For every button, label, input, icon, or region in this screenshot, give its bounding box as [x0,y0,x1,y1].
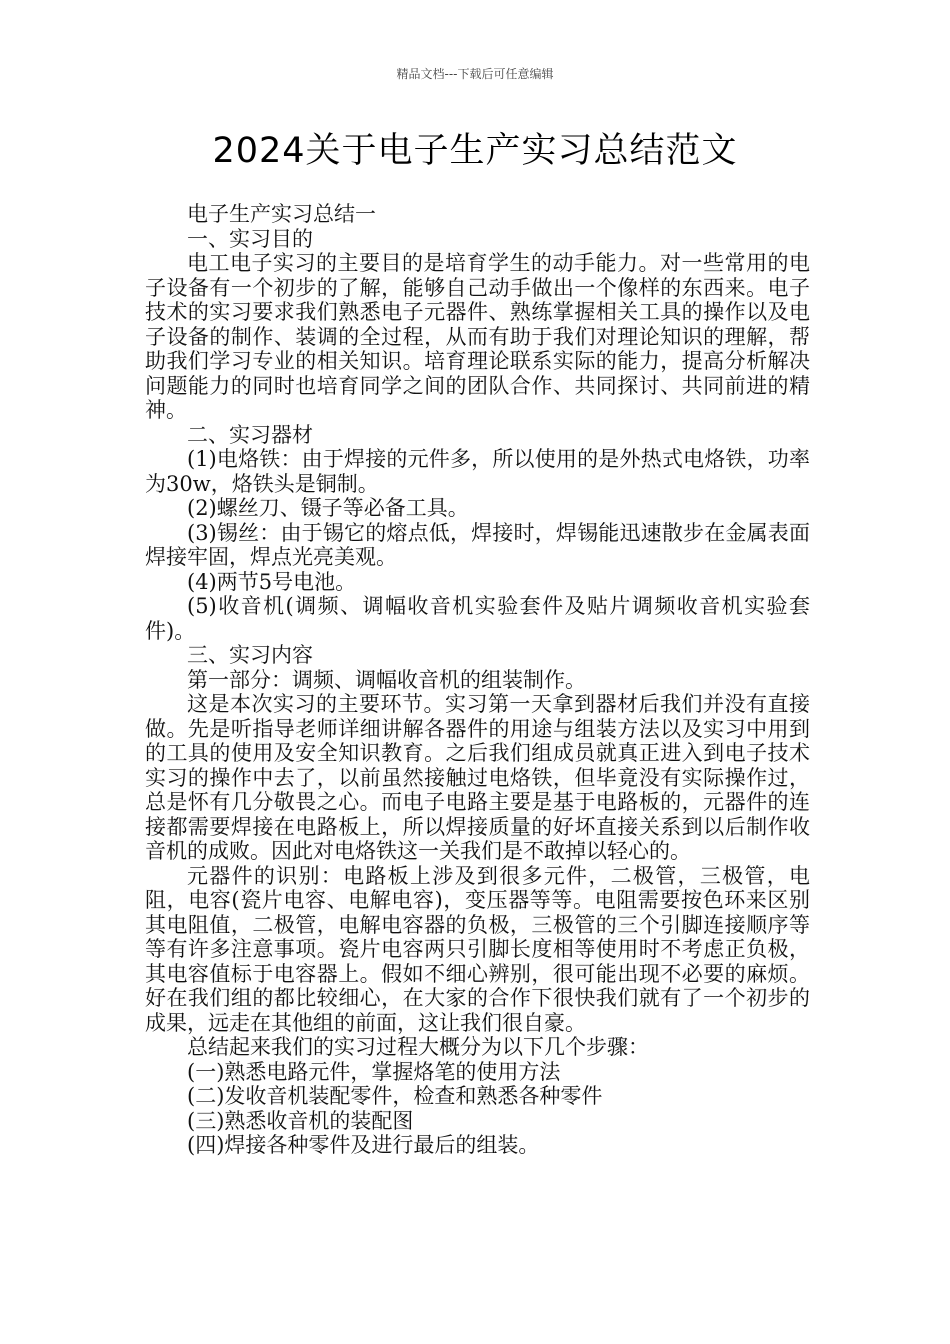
content-heading: 三、实习内容 [187,643,313,667]
step-item: (三)熟悉收音机的装配图 [187,1108,414,1133]
equipment-item: (3)锡丝：由于锡它的熔点低，焊接时，焊锡能迅速散步在金属表面焊接牢固，焊点光亮美观。 [145,520,810,569]
equipment-item: (1)电烙铁：由于焊接的元件多，所以使用的是外热式电烙铁，功率为30w，烙铁头是铜制。 [145,447,810,496]
section-title: 电子生产实习总结一 [187,202,376,226]
step-item: (二)发收音机装配零件，检查和熟悉各种零件 [187,1084,603,1108]
body-paragraph: 这是本次实习的主要环节。实习第一天拿到器材后我们并没有直接做。先是听指导老师详细讲解各器件的用途与组装方法以及实习中用到的工具的使用及安全知识教育。之后我们组成员就真正进入到电子技术实习的操作中去了，以前虽然接触过电烙铁，但毕竟没有实际操作过，总是怀有几分敬畏之心。而电子电路主要是基于电路板的，元器件的连接都需要焊接在电路板上，所以焊接质量的好坏直接关系到以后制作收音机的成败。因此对电烙铁这一关我们是不敢掉以轻心的。 [145,692,810,863]
part-one-heading: 第一部分：调频、调幅收音机的组装制作。 [187,667,586,692]
page-header-watermark: 精品文档---下载后可任意编辑 [396,67,554,81]
body-paragraph: 元器件的识别：电路板上涉及到很多元件，二极管，三极管，电阻，电容(瓷片电容、电解电容)，变压器等等。电阻需要按色环来区别其电阻值，二极管，电解电容器的负极，三极管的三个引脚连接顺序等等有许多注意事项。瓷片电容两只引脚长度相等使用时不考虑正负极，其电容值标于电容器上。假如不细心辨别，很可能出现不必要的麻烦。好在我们组的都比较细心，在大家的合作下很快我们就有了一个初步的成果，远走在其他组的前面，这让我们很自豪。 [145,863,810,1035]
body-paragraph: 总结起来我们的实习过程大概分为以下几个步骤： [187,1035,649,1059]
document-body [145,202,810,1158]
purpose-paragraph: 电工电子实习的主要目的是培育学生的动手能力。对一些常用的电子设备有一个初步的了解，能够自己动手做出一个像样的东西来。电子技术的实习要求我们熟悉电子元器件、熟练掌握相关工具的操作以及电子设备的制作、装调的全过程，从而有助于我们对理论知识的理解，帮助我们学习专业的相关知识。培育理论联系实际的能力，提高分析解决问题能力的同时也培育同学之间的团队合作、共同探讨、共同前进的精神。 [145,251,810,422]
step-item: (一)熟悉电路元件，掌握烙笔的使用方法 [187,1059,561,1084]
step-item: (四)焊接各种零件及进行最后的组装。 [187,1133,540,1157]
equipment-item: (2)螺丝刀、镊子等必备工具。 [187,496,469,520]
document-title: 2024关于电子生产实习总结范文 [212,131,738,171]
equipment-item: (5)收音机(调频、调幅收音机实验套件及贴片调频收音机实验套件)。 [145,594,810,643]
purpose-heading: 一、实习目的 [187,226,313,251]
equipment-item: (4)两节5号电池。 [187,569,357,594]
equipment-heading: 二、实习器材 [187,422,313,447]
